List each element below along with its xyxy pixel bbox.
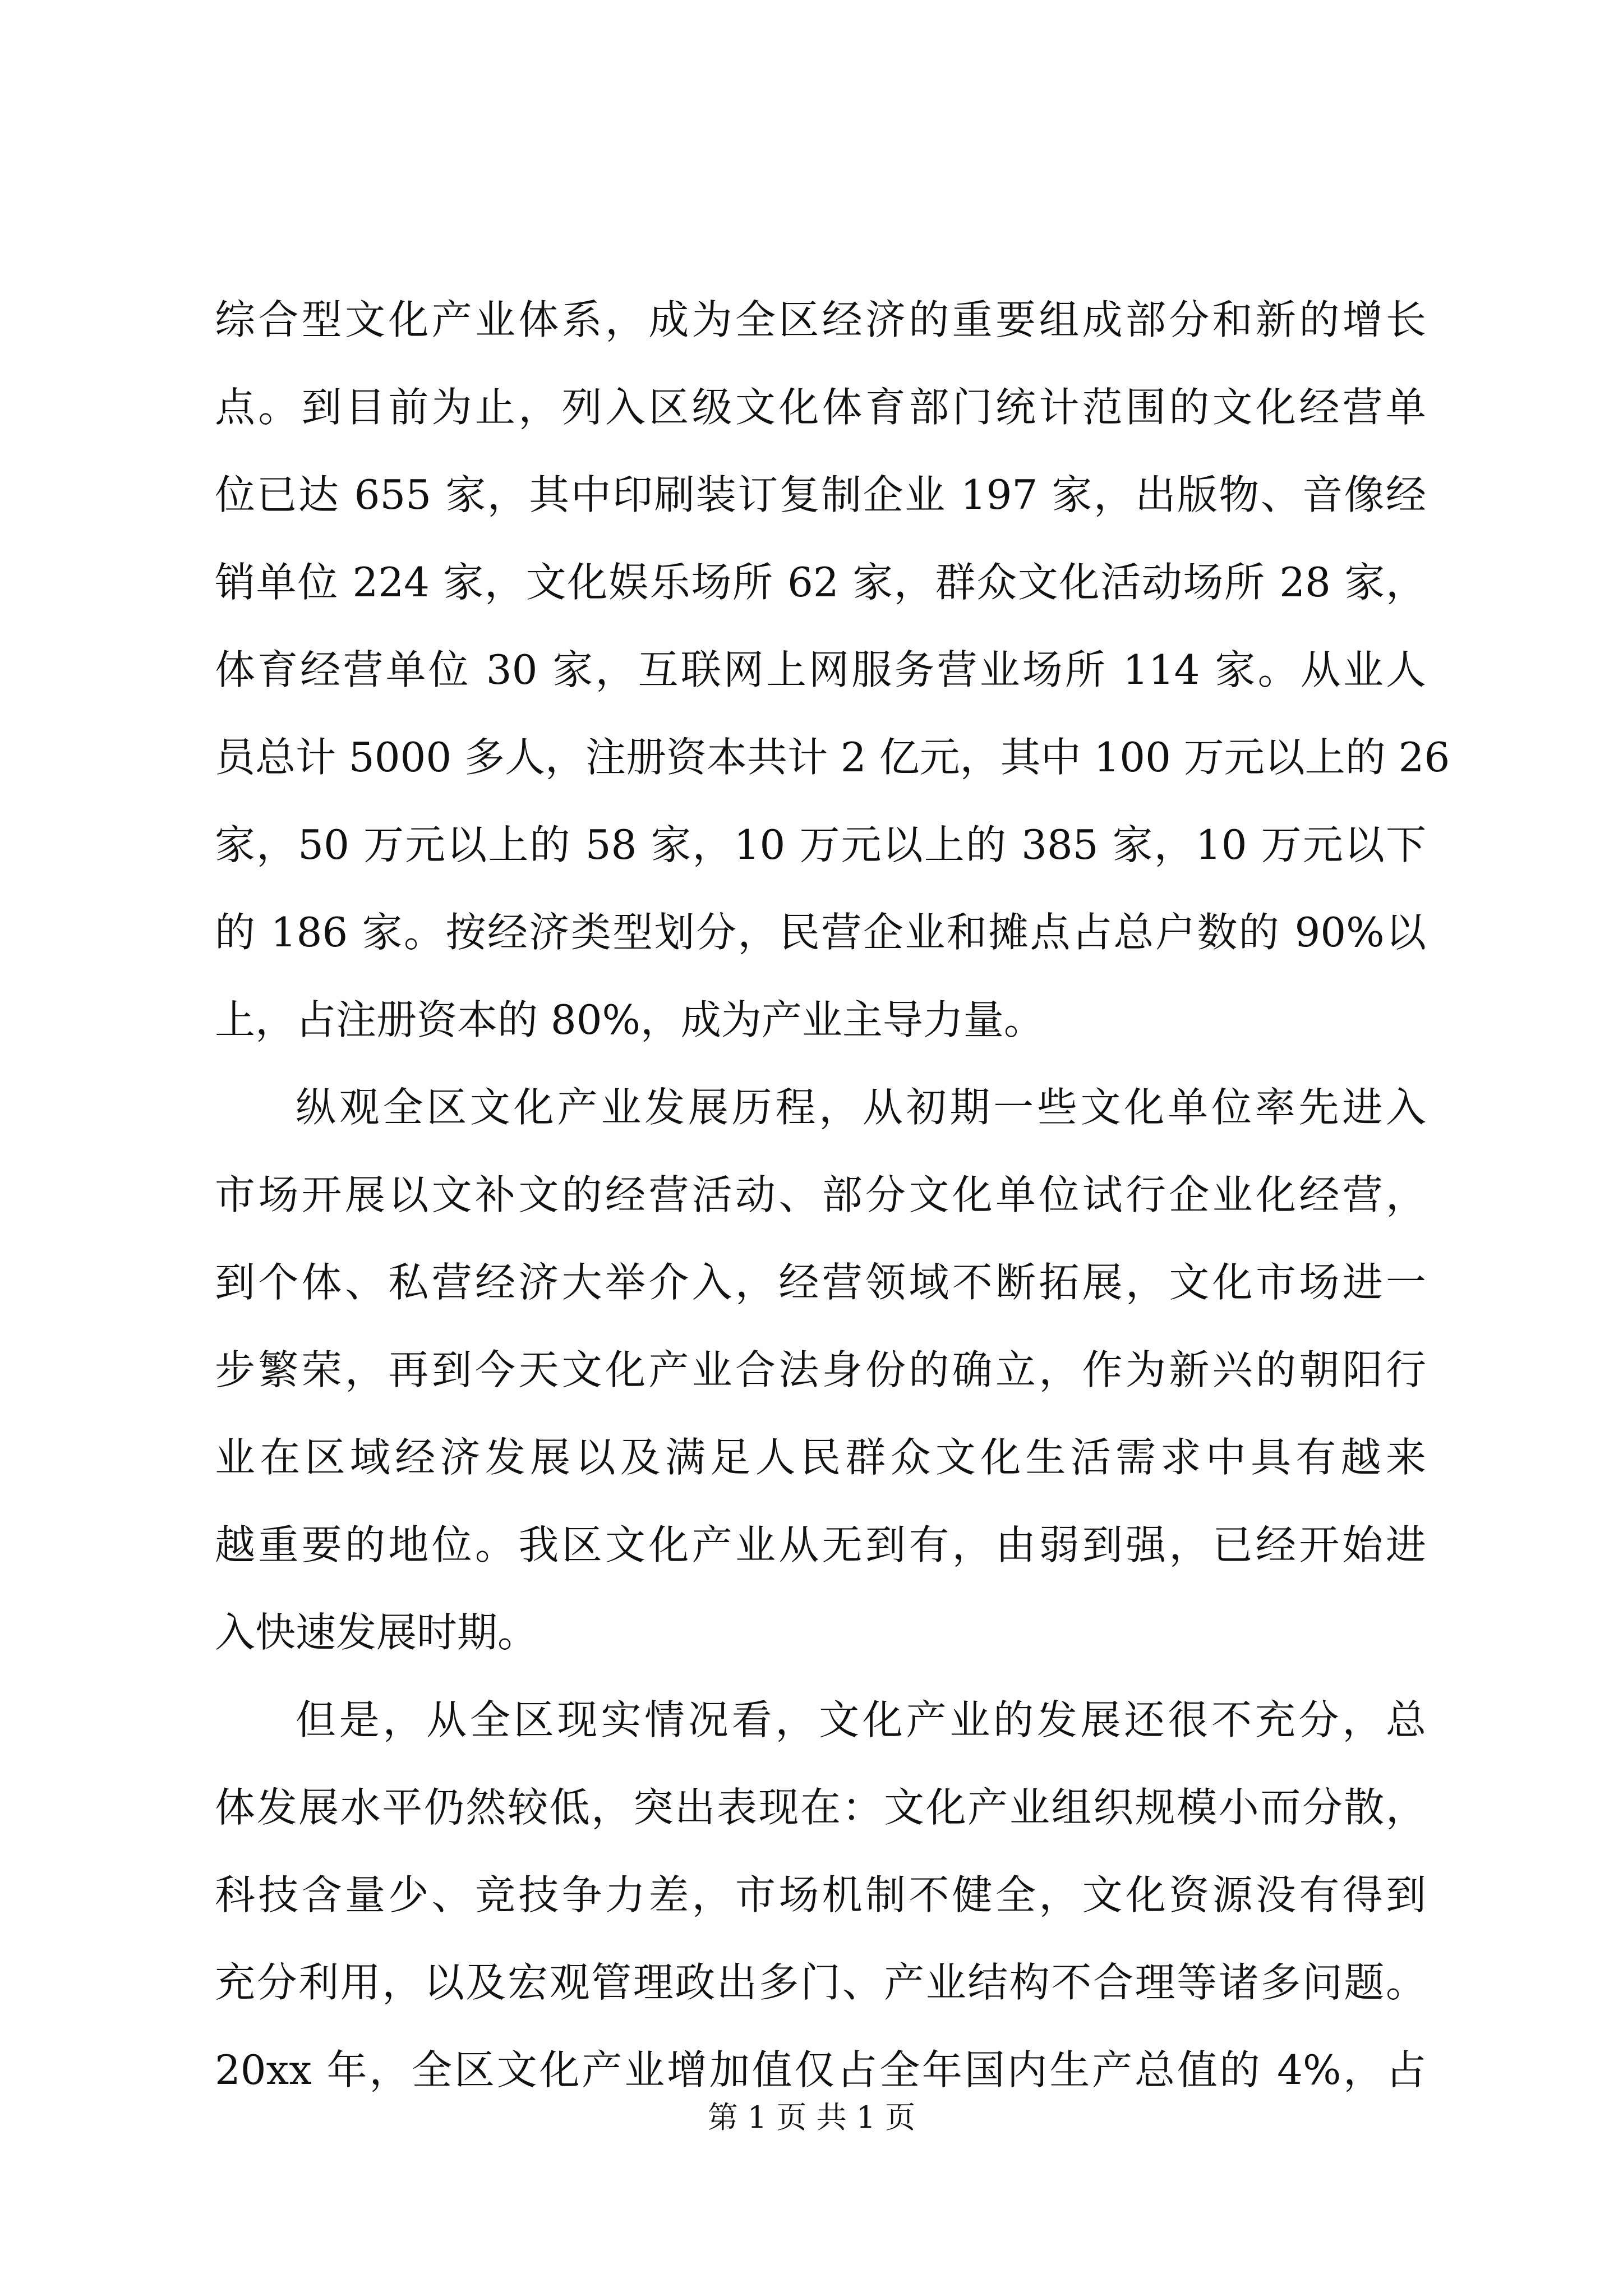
text-line: 科技含量少、竞技争力差，市场机制不健全，文化资源没有得到 [215, 1871, 1426, 1918]
page-footer: 第 1 页 共 1 页 [707, 2100, 916, 2135]
text-line: 20xx 年，全区文化产业增加值仅占全年国内生产总值的 4%，占 [215, 2046, 1426, 2093]
text-line: 业在区域经济发展以及满足人民群众文化生活需求中具有越来 [215, 1434, 1426, 1481]
text-line: 体发展水平仍然较低，突出表现在：文化产业组织规模小而分散， [215, 1784, 1426, 1831]
text-line: 市场开展以文补文的经营活动、部分文化单位试行企业化经营， [215, 1171, 1426, 1218]
text-line: 但是，从全区现实情况看，文化产业的发展还很不充分，总 [296, 1696, 1426, 1743]
text-line: 体育经营单位 30 家，互联网上网服务营业场所 114 家。从业人 [215, 646, 1426, 693]
text-line: 步繁荣，再到今天文化产业合法身份的确立，作为新兴的朝阳行 [215, 1346, 1426, 1393]
text-line: 综合型文化产业体系，成为全区经济的重要组成部分和新的增长 [215, 296, 1426, 343]
text-line: 销单位 224 家，文化娱乐场所 62 家，群众文化活动场所 28 家， [215, 559, 1426, 606]
text-line: 上，占注册资本的 80%，成为产业主导力量。 [215, 996, 1044, 1043]
text-line: 越重要的地位。我区文化产业从无到有，由弱到强，已经开始进 [215, 1521, 1426, 1568]
text-line: 入快速发展时期。 [215, 1609, 538, 1656]
text-line: 到个体、私营经济大举介入，经营领域不断拓展，文化市场进一 [215, 1259, 1426, 1306]
text-line: 位已达 655 家，其中印刷装订复制企业 197 家，出版物、音像经 [215, 471, 1426, 518]
text-line: 充分利用，以及宏观管理政出多门、产业结构不合理等诸多问题。 [215, 1959, 1426, 2006]
text-line: 点。到目前为止，列入区级文化体育部门统计范围的文化经营单 [215, 384, 1426, 431]
text-line: 纵观全区文化产业发展历程，从初期一些文化单位率先进入 [296, 1084, 1426, 1131]
text-line: 家，50 万元以上的 58 家，10 万元以上的 385 家，10 万元以下 [215, 821, 1426, 868]
text-line: 员总计 5000 多人，注册资本共计 2 亿元，其中 100 万元以上的 26 [215, 734, 1450, 781]
text-line: 的 186 家。按经济类型划分，民营企业和摊点占总户数的 90%以 [215, 909, 1426, 956]
